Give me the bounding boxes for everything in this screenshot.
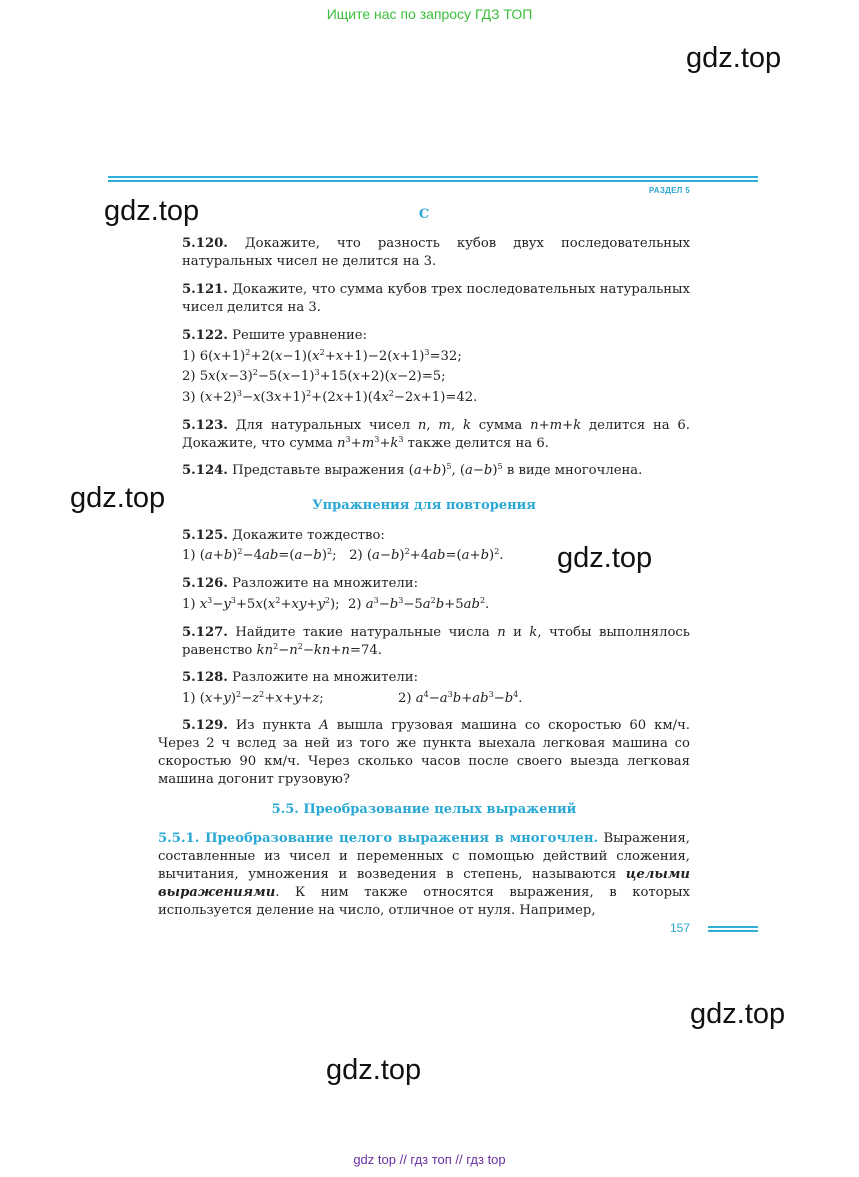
problem-5-127: 5.127. Найдите такие натуральные числа n и k, чтобы выполнялось равенство $kn^2-n^2-kn+n=74$. [182,625,690,658]
equation-2: 2) $5x(x-3)^2-5(x-1)^3+15(x+2)(x-2)=5$; [182,368,446,384]
watermark: gdz.top [686,42,782,74]
problem-5-124: 5.124. Представьте выражения $(a+b)^5$, $(a-b)^5$ в виде многочлена. [182,462,643,478]
watermark: gdz.top [690,998,786,1030]
problem-5-125: 5.125. Докажите тождество: [182,528,385,543]
header-rule [108,176,758,183]
problem-5-129: 5.129. Из пункта A вышла грузовая машина со скоростью 60 км/ч. Через 2 ч вслед за ней из того же пункта выехала легковая машина со скоростью 90 км/ч. Через сколько часов после своего выезда легковая машина догонит грузовую? [158,718,690,787]
problem-5-126: 5.126. Разложите на множители: [182,576,419,591]
watermark: gdz.top [104,195,200,227]
subsection-paragraph: 5.5.1. Преобразование целого выражения в многочлен. Выражения, составленные из чисел и переменных с помощью действий сложения, вычитания, умножения и возведения в степень, называются целыми выражениями. К ним также относятся выражения, в которых используется деление на число, отличное от нуля. Например, [158,831,690,918]
section-label: РАЗДЕЛ 5 [648,186,690,195]
section-heading: 5.5. Преобразование целых выражений [271,802,577,817]
problem-5-128: 5.128. Разложите на множители: [182,670,419,685]
footer-links[interactable]: gdz top // гдз топ // гдз top [353,1152,506,1167]
equation-3: 3) $(x+2)^3-x(3x+1)^2+(2x+1)(4x^2-2x+1)=42$. [182,389,478,405]
search-hint-link[interactable]: Ищите нас по запросу ГДЗ ТОП [326,6,533,22]
factor-expressions-2b: 2) $a^4-a^3b+ab^3-b^4$. [398,690,523,706]
review-heading: Упражнения для повторения [312,498,536,513]
problem-5-122: 5.122. Решите уравнение: [182,328,368,343]
equation-1: 1) $6(x+1)^2+2(x-1)(x^2+x+1)-2(x+1)^3=32$; [182,348,462,364]
subsection-title: 5.5.1. Преобразование целого выражения в многочлен. [158,831,599,846]
watermark: gdz.top [326,1054,422,1086]
problem-5-123: 5.123. Для натуральных чисел n, m, k сумма n+m+k делится на 6. Докажите, что сумма $n^3+m^3+k^3$ также делится на 6. [182,418,690,451]
factor-expressions-2a: 1) $(x+y)^2-z^2+x+y+z$; [182,690,324,706]
problem-5-121: 5.121. Докажите, что сумма кубов трех последовательных натуральных чисел делится на 3. [182,282,690,315]
factor-expressions-1: 1) $x^3-y^3+5x(x^2+xy+y^2)$; 2) $a^3-b^3-5a^2b+5ab^2$. [182,596,490,612]
problem-5-120: 5.120. Докажите, что разность кубов двух последовательных натуральных чисел не делится на 3. [182,236,691,269]
page-number: 157 [669,921,690,935]
identities: 1) $(a+b)^2-4ab=(a-b)^2$; 2) $(a-b)^2+4ab=(a+b)^2$. [182,547,504,563]
watermark: gdz.top [70,482,166,514]
level-heading: C [418,207,430,222]
watermark: gdz.top [557,542,653,574]
footer-rule [708,926,758,933]
key-term: целыми выражениями [158,867,690,900]
